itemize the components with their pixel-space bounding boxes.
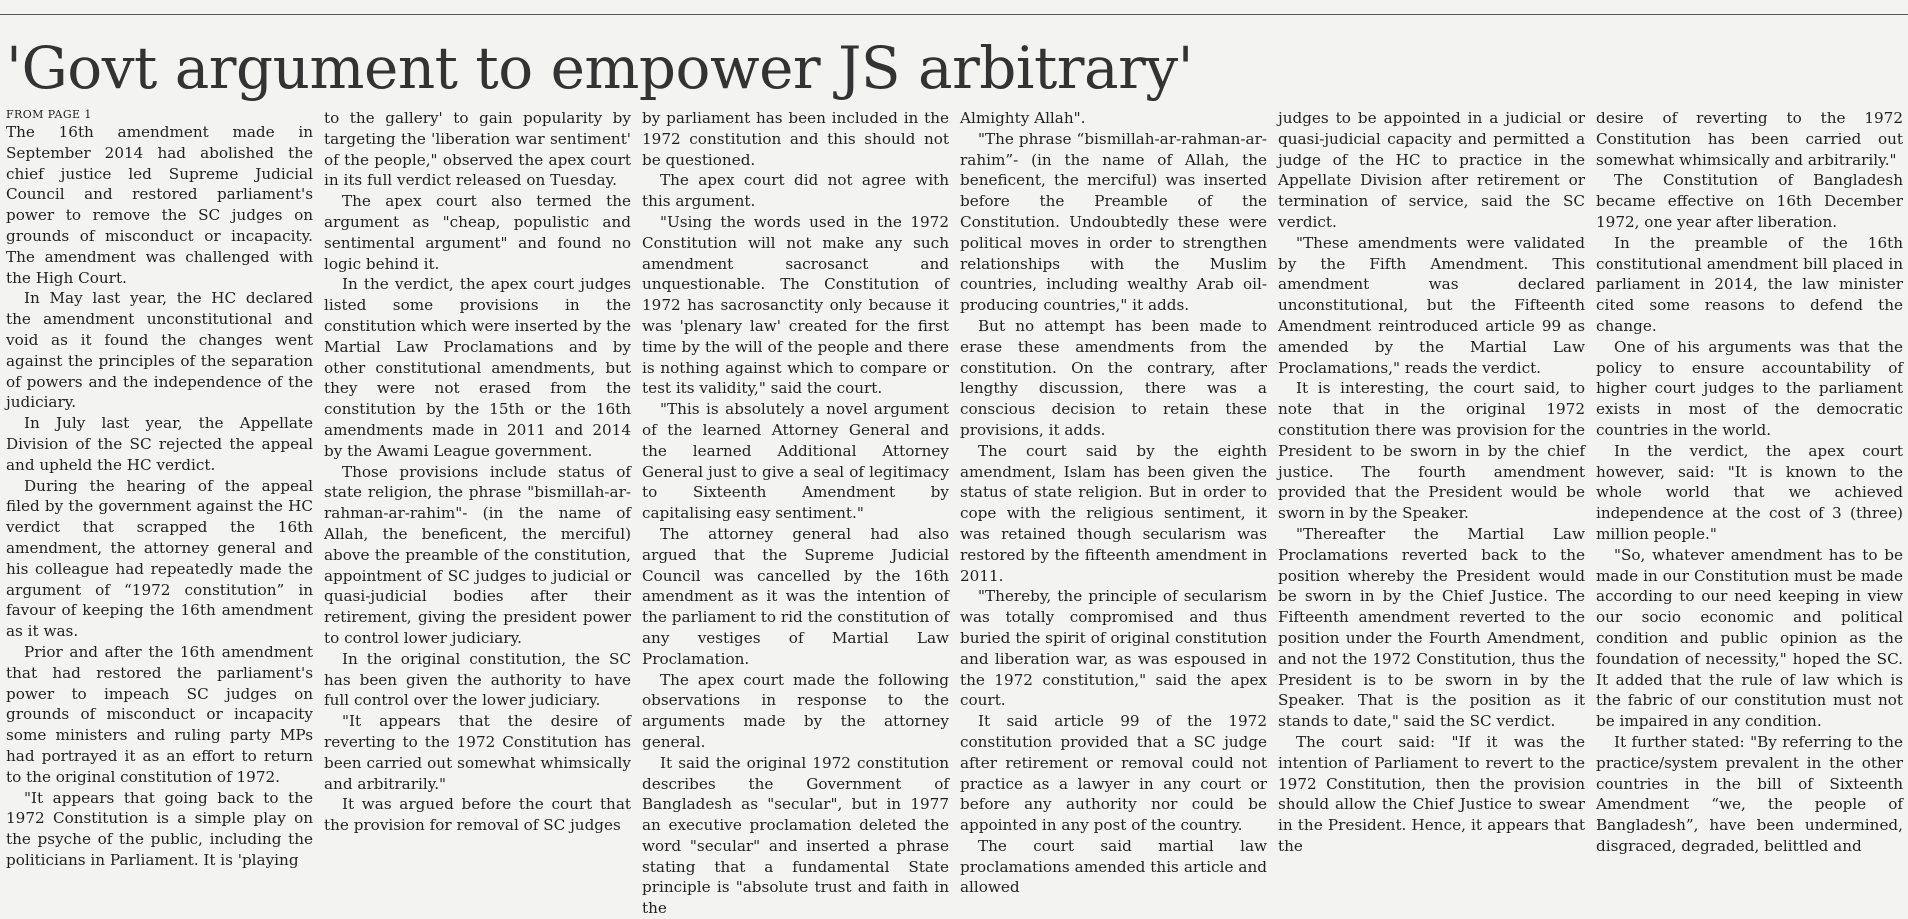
paragraph: The attorney general had also argued that the Supreme Judicial Council was cancelled by the 16th amendment as it was the intention of the parliament to rid the constitution of any vestiges of Martial Law Proclamation. bbox=[642, 524, 949, 668]
paragraph: "Thereby, the principle of secularism was totally compromised and thus buried the spirit of original constitution and liberation war, as was espoused in the 1972 constitution," said the apex court. bbox=[960, 587, 1267, 710]
paragraph: "Using the words used in the 1972 Constitution will not make any such amendment sacrosanct and unquestionable. The Constitution of 1972 has sacrosanctity only because it was 'plenary law' created for the first time by the will of the people and there is nothing against which to compare or test its validity," said the court. bbox=[642, 212, 949, 398]
paragraph: In the preamble of the 16th constitutional amendment bill placed in parliament in 2014, the law minister cited some reasons to defend the change. bbox=[1596, 233, 1903, 335]
paragraph: "The phrase “bismillah-ar-rahman-ar-rahim”- (in the name of Allah, the beneficent, the merciful) was inserted before the Preamble of the Constitution. Undoubtedly these were political moves in order to strengthen relationships with the Muslim countries, including wealthy Arab oil-producing countries," it adds. bbox=[960, 129, 1267, 315]
paragraph: The Constitution of Bangladesh became effective on 16th December 1972, one year after liberation. bbox=[1596, 171, 1903, 231]
paragraph: The court said martial law proclamations amended this article and allowed bbox=[960, 836, 1267, 897]
headline: 'Govt argument to empower JS arbitrary' bbox=[6, 34, 1194, 102]
column-5 bbox=[1278, 108, 1585, 868]
paragraph: to the gallery' to gain popularity by targeting the 'liberation war sentiment' of the people," observed the apex court in its full verdict released on Tuesday. bbox=[324, 109, 631, 190]
paragraph: In the original constitution, the SC has been given the authority to have full control over the lower judiciary. bbox=[324, 649, 631, 710]
paragraph: desire of reverting to the 1972 Constitution has been carried out somewhat whimsically and arbitrarily." bbox=[1596, 109, 1903, 169]
column-3 bbox=[642, 108, 949, 918]
paragraph: "It appears that the desire of reverting to the 1972 Constitution has been carried out somewhat whimsically and arbitrarily." bbox=[324, 712, 631, 793]
paragraph: It said article 99 of the 1972 constitution provided that a SC judge after retirement or removal could not practice as a lawyer in any court or before any authority nor could be appointed in any post of the country. bbox=[960, 712, 1267, 835]
paragraph: The apex court made the following observations in response to the arguments made by the attorney general. bbox=[642, 670, 949, 751]
paragraph: In the verdict, the apex court however, said: "It is known to the whole world that we achieved independence at the cost of 3 (three) million people." bbox=[1596, 441, 1903, 543]
column-1 bbox=[6, 108, 313, 868]
paragraph: It further stated: "By referring to the practice/system prevalent in the other countries in the bill of Sixteenth Amendment “we, the people of Bangladesh”, have been undermined, disgraced, degraded, belittled and bbox=[1596, 732, 1903, 855]
paragraph: One of his arguments was that the policy to ensure accountability of higher court judges to the parliament exists in most of the democratic countries in the world. bbox=[1596, 337, 1903, 439]
from-page-label: FROM PAGE 1 bbox=[6, 108, 92, 121]
paragraph: "This is absolutely a novel argument of the learned Attorney General and the learned Additional Attorney General just to give a seal of legitimacy to Sixteenth Amendment by capitalising easy sentiment." bbox=[642, 400, 949, 523]
paragraph: Almighty Allah". bbox=[960, 109, 1086, 127]
column-4 bbox=[960, 108, 1267, 897]
article-columns bbox=[6, 108, 1906, 918]
paragraph: The 16th amendment made in September 2014 had abolished the chief justice led Supreme Judicial Council and restored parliament's power to remove the SC judges on grounds of misconduct or incapacity. The amendment was challenged with the High Court. bbox=[6, 123, 313, 287]
paragraph: The court said: "If it was the intention of Parliament to revert to the 1972 Constitution, then the provision should allow the Chief Justice to swear in the President. Hence, it appears that the bbox=[1278, 732, 1585, 855]
paragraph: But no attempt has been made to erase these amendments from the constitution. On the contrary, after lengthy discussion, there was a conscious decision to retain these provisions, it adds. bbox=[960, 316, 1267, 439]
paragraph: "It appears that going back to the 1972 Constitution is a simple play on the psyche of the public, including the politicians in Parliament. It is 'playing bbox=[6, 788, 313, 869]
paragraph: by parliament has been included in the 1972 constitution and this should not be questioned. bbox=[642, 109, 949, 169]
paragraph: During the hearing of the appeal filed by the government against the HC verdict that scrapped the 16th amendment, the attorney general and his colleague had repeatedly made the argument of “1972 constitution” in favour of keeping the 16th amendment as it was. bbox=[6, 476, 313, 641]
top-rule bbox=[0, 14, 1908, 15]
paragraph: It is interesting, the court said, to note that in the original 1972 constitution there was provision for the President to be sworn in by the chief justice. The fourth amendment provided that the President would be sworn in by the Speaker. bbox=[1278, 379, 1585, 523]
paragraph: judges to be appointed in a judicial or quasi-judicial capacity and permitted a judge of the HC to practice in the Appellate Division after retirement or termination of service, said the SC verdict. bbox=[1278, 109, 1585, 231]
paragraph: The apex court did not agree with this argument. bbox=[642, 171, 949, 211]
paragraph: The court said by the eighth amendment, Islam has been given the status of state religion. But in order to cope with the religious sentiment, it was retained though secularism was restored by the fifteenth amendment in 2011. bbox=[960, 441, 1267, 585]
column-2 bbox=[324, 108, 631, 868]
paragraph: Prior and after the 16th amendment that had restored the parliament's power to impeach SC judges on grounds of misconduct or incapacity some ministers and ruling party MPs had portrayed it as an effort to return to the original constitution of 1972. bbox=[6, 642, 313, 786]
paragraph: "These amendments were validated by the Fifth Amendment. This amendment was declared unconstitutional, but the Fifteenth Amendment reintroduced article 99 as amended by the Martial Law Proclamations," reads the verdict. bbox=[1278, 233, 1585, 377]
paragraph: In the verdict, the apex court judges listed some provisions in the constitution which were inserted by the Martial Law Proclamations and by other constitutional amendments, but they were not erased from the constitution by the 15th or the 16th amendments made in 2011 and 2014 by the Awami League government. bbox=[324, 275, 631, 460]
paragraph: It was argued before the court that the provision for removal of SC judges bbox=[324, 795, 631, 835]
column-6 bbox=[1596, 108, 1903, 868]
paragraph: In July last year, the Appellate Division of the SC rejected the appeal and upheld the HC verdict. bbox=[6, 414, 313, 474]
paragraph: The apex court also termed the argument as "cheap, populistic and sentimental argument" and found no logic behind it. bbox=[324, 192, 631, 273]
paragraph: "Thereafter the Martial Law Proclamations reverted back to the position whereby the President would be sworn in by the Chief Justice. The Fifteenth amendment reverted to the position under the Fourth Amendment, and not the 1972 Constitution, thus the President is to be sworn in by the Speaker. That is the position as it stands to date," said the SC verdict. bbox=[1278, 524, 1585, 731]
paragraph: In May last year, the HC declared the amendment unconstitutional and void as it found the changes went against the principles of the separation of powers and the independence of the judiciary. bbox=[6, 289, 313, 412]
paragraph: "So, whatever amendment has to be made in our Constitution must be made according to our need keeping in view our socio economic and political condition and public opinion as the foundation of necessity," hoped the SC. It added that the rule of law which is the fabric of our constitution must not be impaired in any condition. bbox=[1596, 545, 1903, 731]
paragraph: Those provisions include status of state religion, the phrase "bismillah-ar-rahman-ar-rahim"- (in the name of Allah, the beneficent, the merciful) above the preamble of the constitution, appointment of SC judges to judicial or quasi-judicial bodies after their retirement, giving the president power to control lower judiciary. bbox=[324, 462, 631, 647]
paragraph: It said the original 1972 constitution describes the Government of Bangladesh as "secular", but in 1977 an executive proclamation deleted the word "secular" and inserted a phrase stating that a fundamental State principle is "absolute trust and faith in the bbox=[642, 753, 949, 918]
